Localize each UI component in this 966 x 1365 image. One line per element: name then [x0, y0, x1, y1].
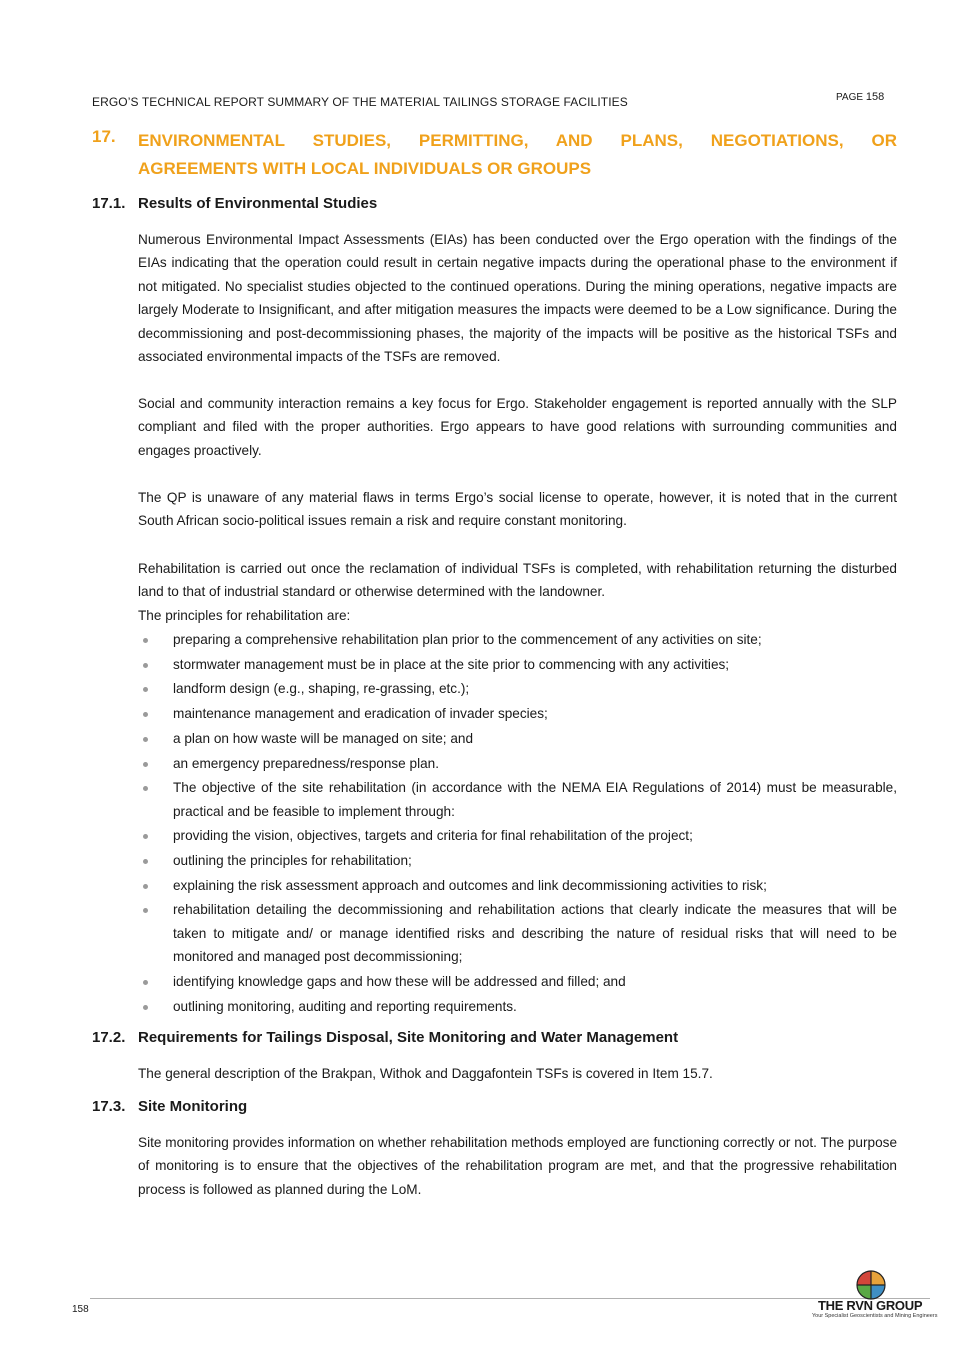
logo-tagline: Your Specialist Geoscientists and Mining Engineers: [812, 1313, 938, 1319]
subsection-number: 17.2.: [92, 1029, 126, 1046]
list-item: landform design (e.g., shaping, re-grassing, etc.);: [138, 677, 897, 700]
list-item: outlining the principles for rehabilitation;: [138, 849, 897, 872]
page-label: PAGE: [836, 92, 864, 103]
paragraph: The QP is unaware of any material flaws in terms Ergo’s social license to operate, however, it is noted that in the current South African socio-political issues remain a risk and require constant monitoring.: [138, 490, 897, 529]
subsection-number: 17.3.: [92, 1098, 126, 1115]
list-item: stormwater management must be in place at the site prior to commencing with any activities;: [138, 653, 897, 676]
bullet-icon: [143, 908, 148, 913]
bullet-icon: [143, 762, 148, 767]
bullet-icon: [143, 980, 148, 985]
bullet-icon: [143, 884, 148, 889]
bullet-icon: [143, 663, 148, 668]
list-item: preparing a comprehensive rehabilitation plan prior to the commencement of any activities on site;: [138, 628, 897, 651]
paragraph: The principles for rehabilitation are:: [138, 608, 351, 623]
bullet-icon: [143, 786, 148, 791]
rvn-logo-icon: [856, 1270, 886, 1300]
list-item: providing the vision, objectives, targets and criteria for final rehabilitation of the project;: [138, 824, 897, 847]
list-item: maintenance management and eradication of invader species;: [138, 702, 897, 725]
list-item: explaining the risk assessment approach and outcomes and link decommissioning activities to risk;: [138, 874, 897, 897]
paragraph: The general description of the Brakpan, Withok and Daggafontein TSFs is covered in Item 15.7.: [138, 1066, 713, 1081]
paragraph: Social and community interaction remains a key focus for Ergo. Stakeholder engagement is reported annually with the SLP compliant and filed with the proper authorities. Ergo appears to have good relations with surrounding communities and engages proactively.: [138, 396, 897, 458]
running-header: ERGO’S TECHNICAL REPORT SUMMARY OF THE MATERIAL TAILINGS STORAGE FACILITIES: [92, 95, 628, 109]
subsection-title: Site Monitoring: [138, 1098, 248, 1115]
bullet-icon: [143, 712, 148, 717]
section-title-line2: AGREEMENTS WITH LOCAL INDIVIDUALS OR GROUPS: [138, 159, 592, 178]
subsection-number: 17.1.: [92, 195, 126, 212]
paragraph: Rehabilitation is carried out once the reclamation of individual TSFs is completed, with rehabilitation returning the disturbed land to that of industrial standard or otherwise determined with the landowner.: [138, 561, 897, 600]
bullet-icon: [143, 638, 148, 643]
rehabilitation-principles-list: [138, 628, 897, 1019]
list-item: outlining monitoring, auditing and reporting requirements.: [138, 995, 897, 1018]
list-item: rehabilitation detailing the decommissioning and rehabilitation actions that clearly indicate the measures that will be taken to mitigate and/ or manage identified risks and describing the nature of residual risks that will need to be monitored and managed post decommissioning;: [138, 898, 897, 968]
bullet-icon: [143, 834, 148, 839]
list-item: an emergency preparedness/response plan.: [138, 752, 897, 775]
bullet-icon: [143, 1005, 148, 1010]
bullet-icon: [143, 687, 148, 692]
bullet-icon: [143, 859, 148, 864]
list-item: The objective of the site rehabilitation (in accordance with the NEMA EIA Regulations of 2014) must be measurable, practical and be feasible to implement through:: [138, 776, 897, 823]
section-number: 17.: [92, 127, 116, 146]
section-title-line1: ENVIRONMENTAL STUDIES, PERMITTING, AND PLANS, NEGOTIATIONS, OR: [138, 131, 897, 150]
list-item: identifying knowledge gaps and how these will be addressed and filled; and: [138, 970, 897, 993]
logo-text: THE RVN GROUP: [818, 1298, 923, 1313]
footer-page-number: 158: [72, 1304, 89, 1315]
page-number: 158: [865, 91, 885, 103]
header-page-number: [836, 91, 884, 103]
subsection-title: Results of Environmental Studies: [138, 195, 378, 212]
paragraph: Site monitoring provides information on whether rehabilitation methods employed are functioning correctly or not. The purpose of monitoring is to ensure that the objectives of the rehabilitation program are met, and that the progressive rehabilitation process is followed as planned during the LoM.: [138, 1135, 897, 1197]
bullet-icon: [143, 737, 148, 742]
footer-divider: [90, 1298, 930, 1299]
subsection-title: Requirements for Tailings Disposal, Site Monitoring and Water Management: [138, 1029, 679, 1046]
list-item: a plan on how waste will be managed on site; and: [138, 727, 897, 750]
paragraph: Numerous Environmental Impact Assessments (EIAs) has been conducted over the Ergo operation with the findings of the EIAs indicating that the operation could result in certain negative impacts during the operational phase to the environment if not mitigated. No specialist studies objected to the continued operations. During the mining operations, negative impacts are largely Moderate to Insignificant, and after mitigation measures the impacts were deemed to be a Low significance. During the decommissioning and post-decommissioning phases, the majority of the impacts will be positive as the historical TSFs and associated environmental impacts of the TSFs are removed.: [138, 232, 897, 365]
